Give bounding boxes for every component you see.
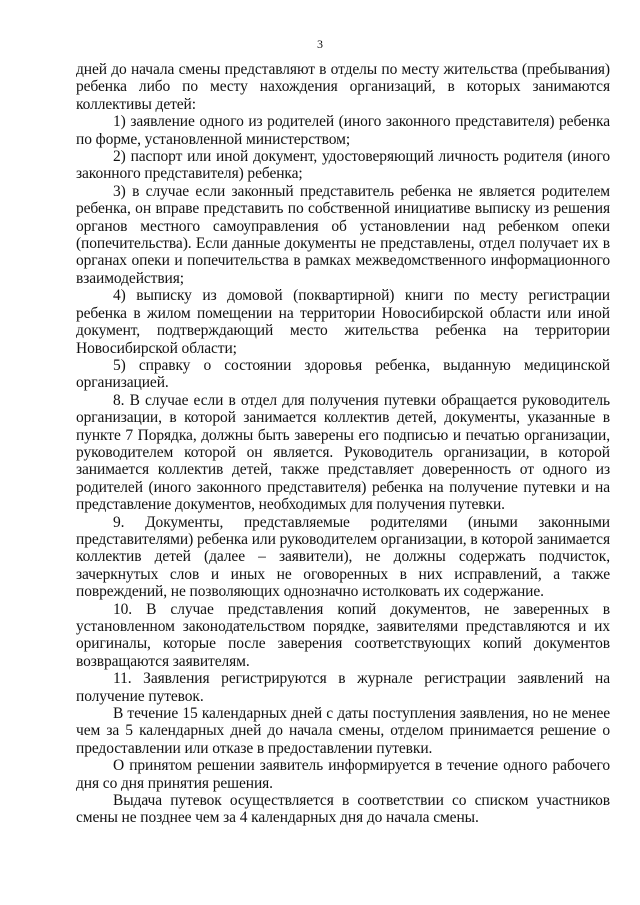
paragraph-section-8: 8. В случае если в отдел для получения путевки обращается руководитель организации, в которой занимается коллектив детей, документы, указанные в пункте 7 Порядка, должны быть заверены его подписью и печатью организации, руководителем которой он является. Руководитель организации, в которой занимается коллектив детей, также представляет доверенность от одного из родителей (иного законного представителя) ребенка на получение путевки и на представление документов, необходимых для получения путевки. — [76, 391, 610, 514]
paragraph-section-11: 11. Заявления регистрируются в журнале регистрации заявлений на получение путевок. — [76, 670, 610, 705]
paragraph-item-3: 3) в случае если законный представитель ребенка не является родителем ребенка, он вправе представить по собственной инициативе выписку из решения органов местного самоуправления об установлении над ребенком опеки (попечительства). Если данные документы не представлены, отдел получает их в органах опеки и попечительства в рамках межведомственного информационного взаимодействия; — [76, 182, 610, 287]
document-body — [76, 61, 610, 827]
paragraph-issuance: Выдача путевок осуществляется в соответствии со списком участников смены не позднее чем за 4 календарных дня до начала смены. — [76, 792, 610, 827]
paragraph-continuation: дней до начала смены представляют в отделы по месту жительства (пребывания) ребенка либо по месту нахождения организаций, в которых занимаются коллективы детей: — [76, 61, 610, 113]
paragraph-item-4: 4) выписку из домовой (поквартирной) книги по месту регистрации ребенка в жилом помещении на территории Новосибирской области или иной документ, подтверждающий место жительства ребенка на территории Новосибирской области; — [76, 287, 610, 357]
paragraph-item-1: 1) заявление одного из родителей (иного законного представителя) ребенка по форме, установленной министерством; — [76, 113, 610, 148]
paragraph-decision-deadline: В течение 15 календарных дней с даты поступления заявления, но не менее чем за 5 календарных дней до начала смены, отделом принимается решение о предоставлении или отказе в предоставлении путевки. — [76, 705, 610, 757]
paragraph-item-5: 5) справку о состоянии здоровья ребенка, выданную медицинской организацией. — [76, 356, 610, 392]
paragraph-notification: О принятом решении заявитель информируется в течение одного рабочего дня со дня принятия решения. — [76, 757, 610, 792]
page-number: 3 — [317, 37, 323, 51]
paragraph-item-2: 2) паспорт или иной документ, удостоверяющий личность родителя (иного законного представителя) ребенка; — [76, 148, 610, 183]
paragraph-section-9: 9. Документы, представляемые родителями (иными законными представителями) ребенка или руководителем организации, в которой занимается коллектив детей (далее – заявители), не должны содержать подчисток, зачеркнутых слов и иных не оговоренных в них исправлений, а также повреждений, не позволяющих однозначно истолковать их содержание. — [76, 513, 610, 601]
paragraph-section-10: 10. В случае представления копий документов, не заверенных в установленном законодательством порядке, заявителями представляются и их оригиналы, которые после заверения соответствующих копий документов возвращаются заявителям. — [76, 600, 610, 670]
